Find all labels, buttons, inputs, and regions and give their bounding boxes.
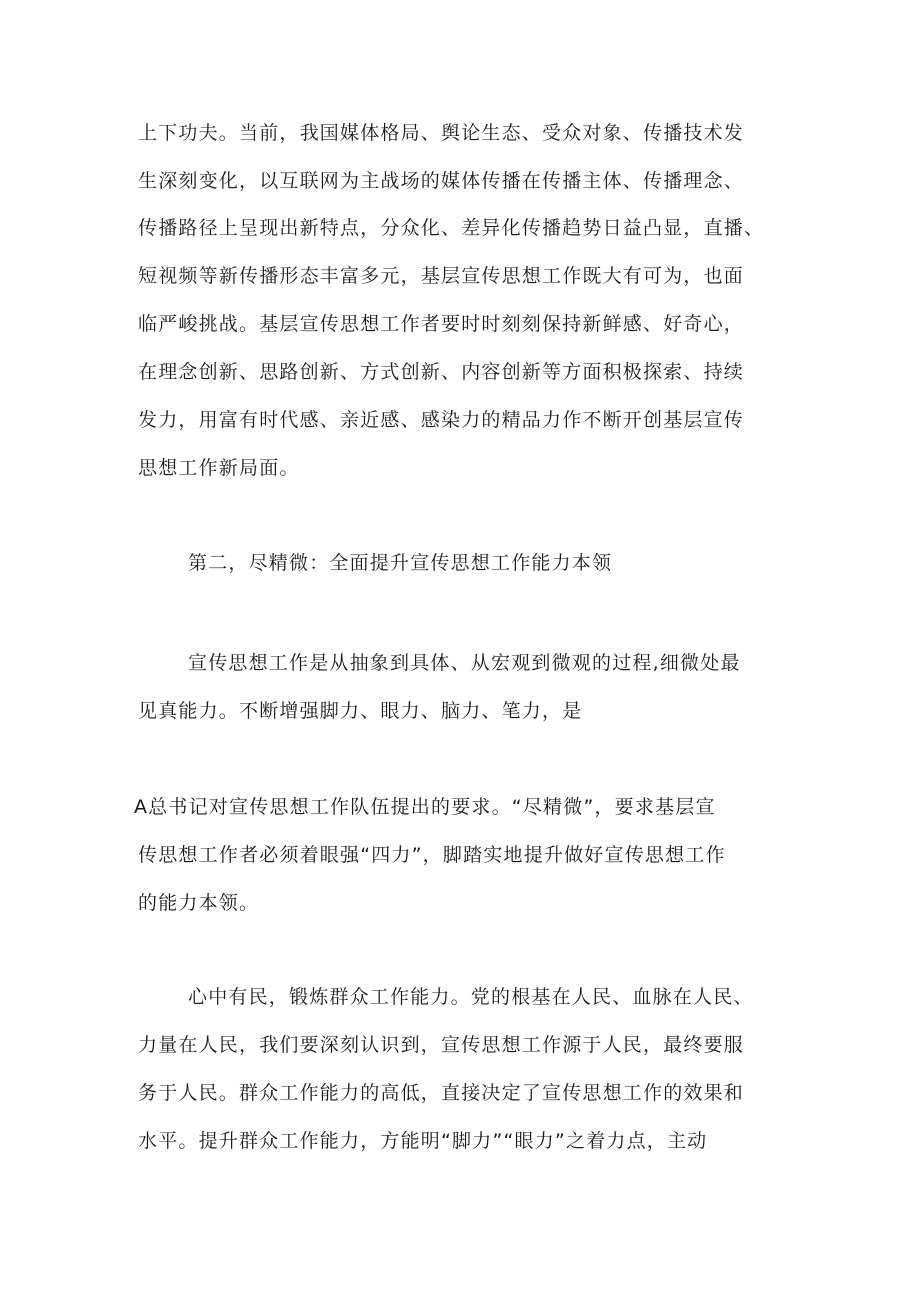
paragraph-4-line-3: 务于人民。群众工作能力的高低，直接决定了宣传思想工作的效果和 [138,1082,745,1104]
paragraph-2-line-1: 宣传思想工作是从抽象到具体、从宏观到微观的过程,细微处最 [188,652,741,674]
paragraph-4-line-2: 力量在人民，我们要深刻认识到，宣传思想工作源于人民，最终要服 [138,1034,745,1056]
paragraph-1-line-5: 临严峻挑战。基层宣传思想工作者要时时刻刻保持新鲜感、好奇心， [138,313,745,335]
paragraph-1-line-4: 短视频等新传播形态丰富多元，基层宣传思想工作既大有可为，也面 [138,265,745,287]
paragraph-4-line-4: 水平。提升群众工作能力，方能明“脚力”“眼力”之着力点，主动 [138,1130,708,1152]
paragraph-1-line-8: 思想工作新局面。 [138,457,300,479]
paragraph-1-line-6: 在理念创新、思路创新、方式创新、内容创新等方面积极探索、持续 [138,361,745,383]
paragraph-1-line-1: 上下功夫。当前，我国媒体格局、舆论生态、受众对象、传播技术发 [138,122,745,144]
paragraph-3-line-3: 的能力本领。 [138,892,260,914]
paragraph-3-line-2: 传思想工作者必须着眼强“四力”，脚踏实地提升做好宣传思想工作 [138,844,726,866]
paragraph-3-line-1: A总书记对宣传思想工作队伍提出的要求。“尽精微”，要求基层宣 [134,796,716,818]
paragraph-4-line-1: 心中有民，锻炼群众工作能力。党的根基在人民、血脉在人民、 [188,986,754,1008]
paragraph-1-line-3: 传播路径上呈现出新特点，分众化、差异化传播趋势日益凸显，直播、 [138,217,765,239]
paragraph-1-line-7: 发力，用富有时代感、亲近感、感染力的精品力作不断开创基层宣传 [138,409,745,431]
section-heading: 第二，尽精微：全面提升宣传思想工作能力本领 [188,552,613,574]
paragraph-2-line-2: 见真能力。不断增强脚力、眼力、脑力、笔力，是 [138,700,583,722]
paragraph-1-line-2: 生深刻变化，以互联网为主战场的媒体传播在传播主体、传播理念、 [138,170,745,192]
